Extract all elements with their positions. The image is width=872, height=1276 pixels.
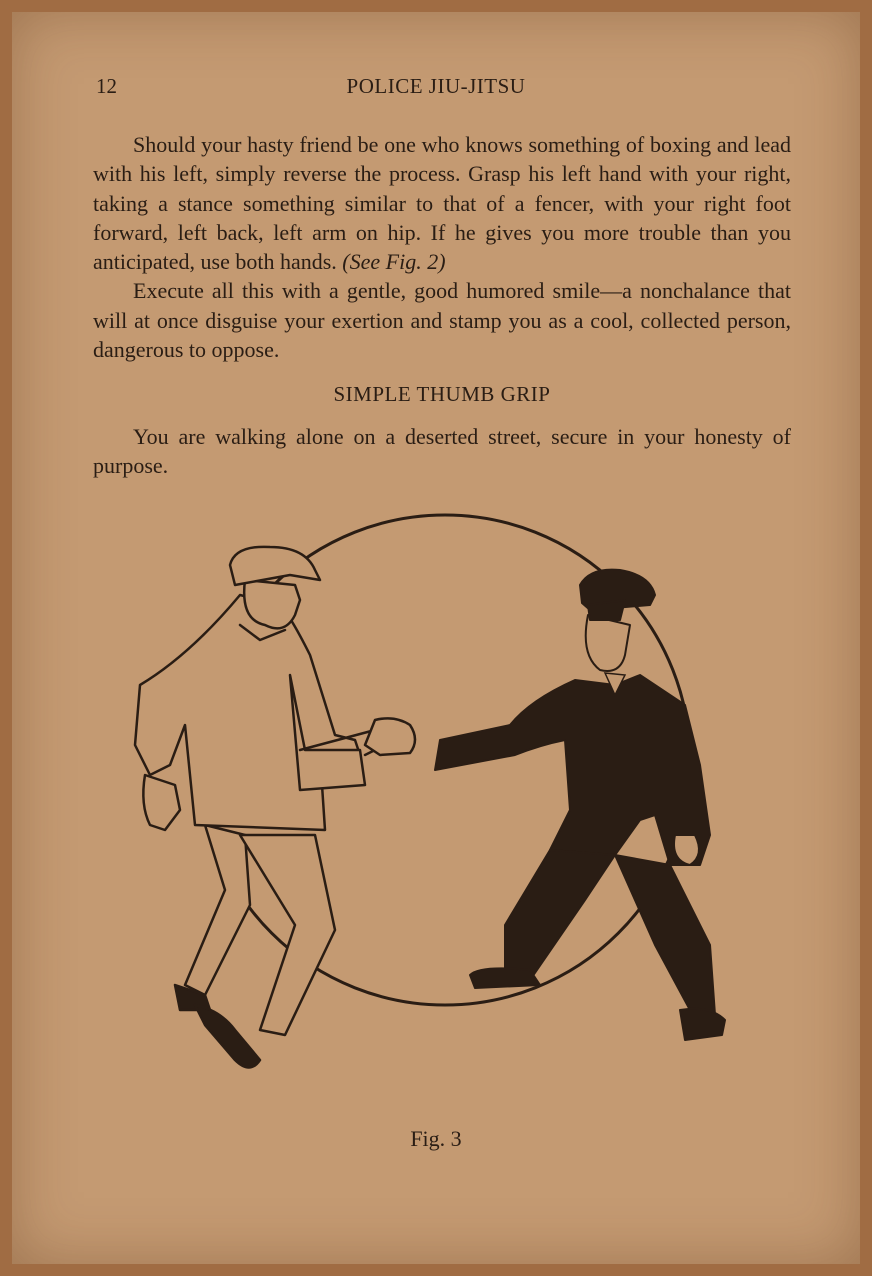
page-number: 12	[96, 74, 117, 98]
figure-illustration	[110, 505, 770, 1165]
paragraph-2: Execute all this with a gentle, good humored smile—a nonchalance that will at once disguise your exertion and stamp you as a cool, collected person, dangerous to oppose.	[93, 278, 791, 363]
paragraph-1	[93, 130, 791, 276]
page-header	[0, 74, 872, 104]
paragraph-3: You are walking alone on a deserted street, secure in your honesty of purpose.	[93, 423, 791, 478]
running-title: POLICE JIU-JITSU	[346, 74, 526, 98]
section-heading: SIMPLE THUMB GRIP	[333, 382, 551, 407]
police-officer-figure	[365, 570, 725, 1040]
paragraph-1-text: Should your hasty friend be one who knows something of boxing and lead with his left, simply reverse the process. Grasp his left hand with your right, taking a stance something similar to that of a fencer, with your right foot forward, left back, left arm on hip. If he gives you more trouble than you anticipated, use both hands.	[93, 132, 791, 275]
figure-reference: (See Fig. 2)	[342, 249, 446, 275]
figure-caption: Fig. 3	[410, 1126, 462, 1151]
civilian-figure	[135, 547, 385, 1068]
body-text	[93, 130, 791, 480]
